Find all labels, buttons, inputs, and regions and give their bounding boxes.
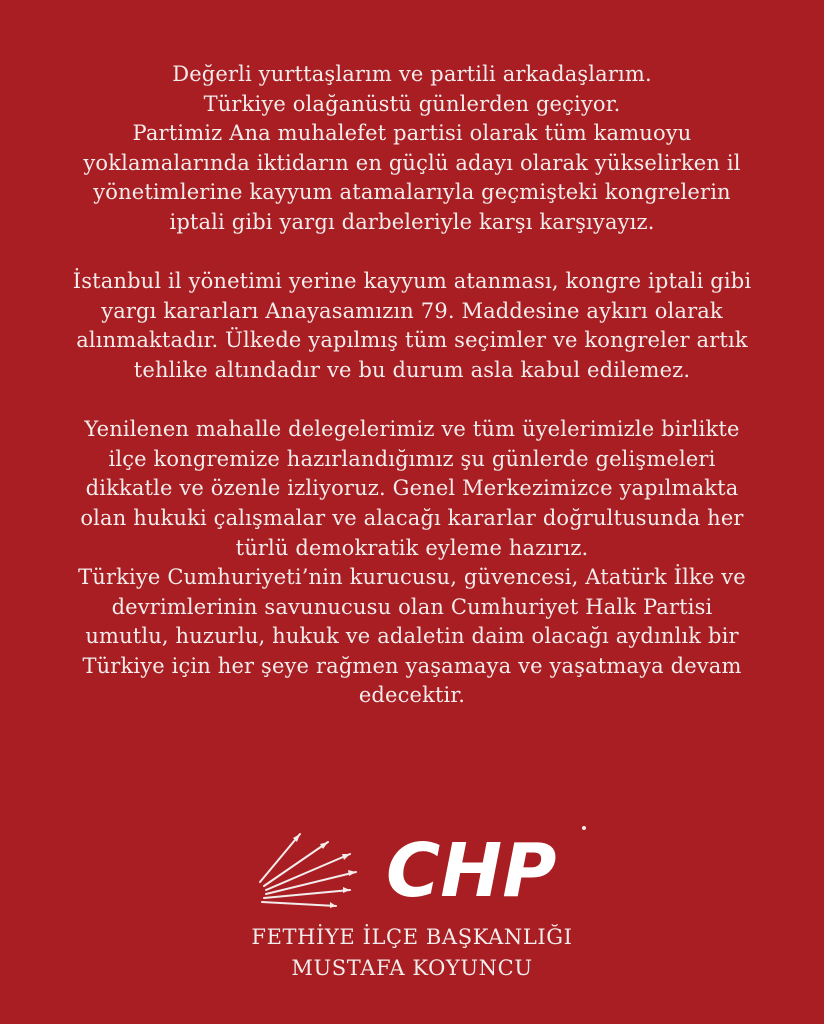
- statement-line: yönetimlerine kayyum atamalarıyla geçmişteki kongrelerin: [93, 180, 731, 205]
- signatory-name: MUSTAFA KOYUNCU: [291, 956, 533, 980]
- statement-paragraph-3: [20, 415, 804, 711]
- organization-name: FETHİYE İLÇE BAŞKANLIĞI: [251, 925, 573, 949]
- signature-block: [0, 922, 824, 984]
- statement-line: Yenilenen mahalle delegelerimiz ve tüm üyelerimizle birlikte: [84, 417, 740, 442]
- chp-logo: [250, 820, 590, 910]
- six-arrows-icon: [250, 820, 590, 910]
- statement-line: iptali gibi yargı darbeleriyle karşı karşıyayız.: [169, 209, 655, 234]
- statement-paragraph-2: [20, 267, 804, 385]
- logo-wordmark: CHP: [386, 828, 557, 910]
- statement-line: Partimiz Ana muhalefet partisi olarak tüm kamuoyu: [132, 121, 692, 146]
- statement-line: ilçe kongremize hazırlandığımız şu günlerde gelişmeleri: [108, 446, 716, 471]
- paragraph-gap: [20, 386, 804, 416]
- paragraph-gap: [20, 238, 804, 268]
- statement-line: alınmaktadır. Ülkede yapılmış tüm seçimler ve kongreler artık: [76, 328, 748, 353]
- statement-line: yoklamalarında iktidarın en güçlü adayı olarak yükselirken il: [83, 150, 741, 175]
- statement-body: [20, 60, 804, 711]
- statement-line: olan hukuki çalışmalar ve alacağı kararlar doğrultusunda her: [80, 505, 744, 530]
- statement-line: dikkatle ve özenle izliyoruz. Genel Merkezimizce yapılmakta: [85, 476, 739, 501]
- statement-line: türlü demokratik eyleme hazırız.: [235, 535, 589, 560]
- statement-line: tehlike altındadır ve bu durum asla kabul edilemez.: [133, 357, 691, 382]
- decorative-dot: [582, 826, 586, 830]
- statement-line: Türkiye olağanüstü günlerden geçiyor.: [203, 91, 621, 116]
- statement-line: Türkiye için her şeye rağmen yaşamaya ve yaşatmaya devam: [82, 653, 742, 678]
- statement-line: umutlu, huzurlu, hukuk ve adaletin daim olacağı aydınlık bir: [85, 624, 739, 649]
- statement-line: Değerli yurttaşlarım ve partili arkadaşlarım.: [172, 62, 652, 86]
- statement-paragraph-1: [20, 60, 804, 238]
- statement-line: İstanbul il yönetimi yerine kayyum atanması, kongre iptali gibi: [72, 269, 752, 294]
- statement-line: devrimlerinin savunucusu olan Cumhuriyet Halk Partisi: [111, 594, 713, 619]
- statement-line: edecektir.: [358, 683, 466, 708]
- statement-line: Türkiye Cumhuriyeti’nin kurucusu, güvencesi, Atatürk İlke ve: [78, 565, 746, 590]
- statement-line: yargı kararları Anayasamızın 79. Maddesine aykırı olarak: [101, 298, 723, 323]
